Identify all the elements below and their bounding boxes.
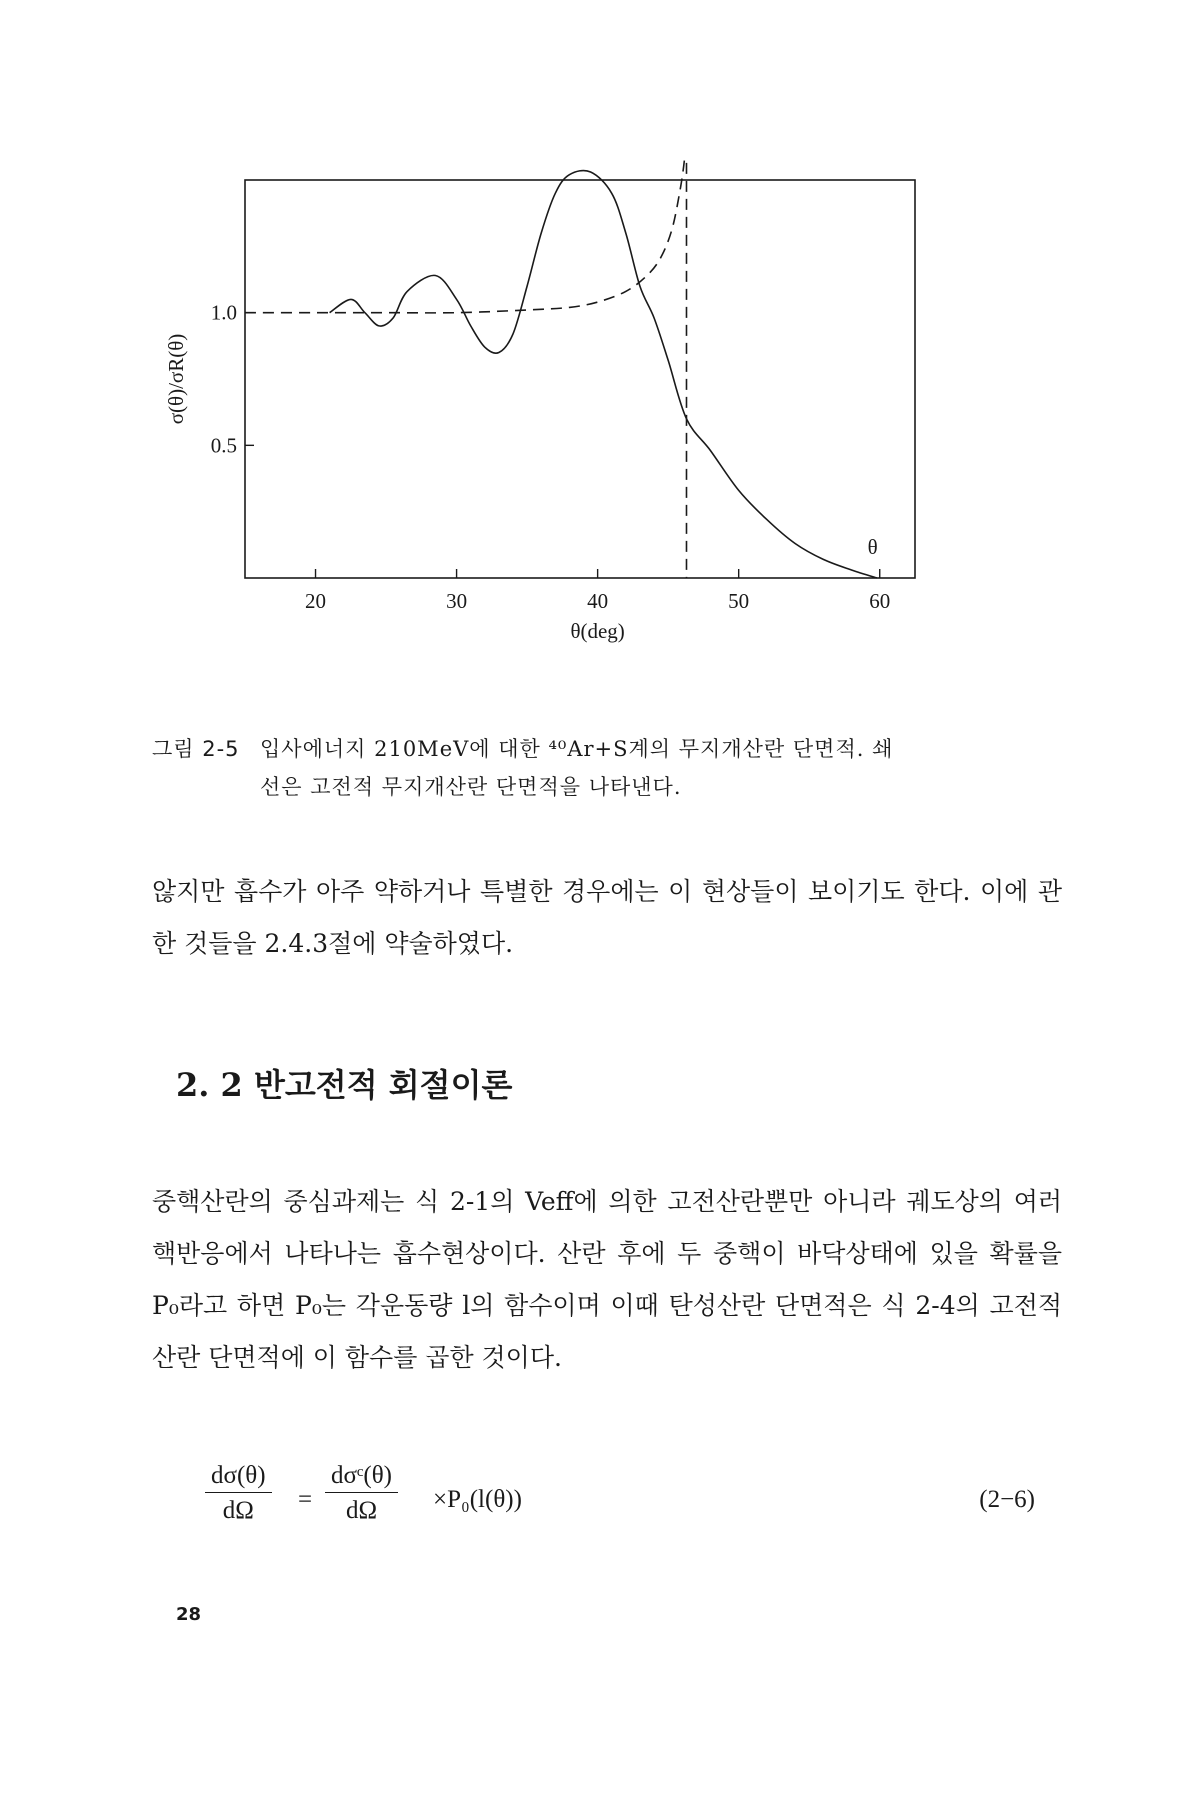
rhs-numerator: dσᶜ(θ) (325, 1462, 398, 1493)
caption-line-1 (152, 730, 1082, 768)
figure-caption (152, 730, 1082, 806)
lhs-numerator: dσ(θ) (205, 1462, 272, 1493)
chart-svg (150, 160, 950, 720)
paragraph-1: 않지만 흡수가 아주 약하거나 특별한 경우에는 이 현상들이 보이기도 한다. 이에 관한 것들을 2.4.3절에 약술하였다. (152, 877, 1062, 958)
equation-2-6 (205, 1462, 1035, 1562)
lhs-denominator: dΩ (222, 1497, 254, 1524)
rhs-tail: ×P₀(l(θ)) (433, 1486, 522, 1513)
series-solid-line (330, 171, 877, 578)
y-tick-label-1: 1.0 (210, 300, 237, 325)
section-heading: 2. 2 반고전적 회절이론 (176, 1066, 513, 1104)
y-axis-label: σ(θ)/σR(θ) (164, 333, 188, 425)
plot-frame (245, 180, 915, 578)
paragraph-2: 중핵산란의 중심과제는 식 2-1의 Veff에 의한 고전산란뿐만 아니라 궤도상의 여러 핵반응에서 나타나는 흡수현상이다. 산란 후에 두 중핵이 바닥상태에 있을 확률을 P₀라고 하면 P₀는 각운동량 l의 함수이며 이때 탄성산란 단면적은 식 2-4의 고전적 산란 단면적에 이 함수를 곱한 것이다. (152, 1187, 1062, 1372)
x-axis-label: θ(deg) (570, 619, 625, 643)
rhs-fraction (325, 1462, 398, 1525)
x-tick-label-20: 20 (305, 589, 327, 613)
cross-section-chart (150, 160, 950, 720)
lhs-fraction (205, 1462, 272, 1525)
x-tick-label-50: 50 (728, 589, 750, 613)
x-tick-label-40: 40 (587, 589, 609, 613)
caption-text-1: 입사에너지 210MeV에 대한 ⁴⁰Ar+S계의 무지개산란 단면적. 쇄 (260, 737, 894, 761)
x-tick-label-30: 30 (446, 589, 468, 613)
caption-text-2: 선은 고전적 무지개산란 단면적을 나타낸다. (260, 775, 682, 799)
x-tick-label-60: 60 (869, 589, 891, 613)
equation-number: (2−6) (979, 1486, 1035, 1513)
page-number: 28 (176, 1604, 202, 1625)
rhs-denominator: dΩ (345, 1497, 378, 1524)
theta-annotation: θ (867, 535, 878, 560)
caption-number: 그림 2-5 (152, 737, 240, 761)
y-tick-label-0.5: 0.5 (210, 433, 237, 458)
series-dashed-line (245, 160, 687, 313)
equals-sign: = (298, 1486, 313, 1513)
